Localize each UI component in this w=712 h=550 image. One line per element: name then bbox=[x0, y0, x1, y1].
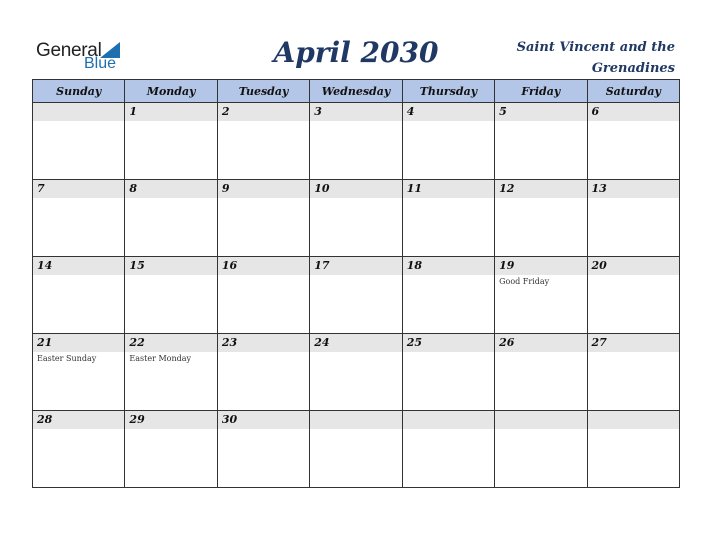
holiday-label: Good Friday bbox=[499, 277, 550, 286]
day-number: 22 bbox=[129, 336, 145, 349]
day-cell bbox=[495, 411, 587, 488]
day-number-bar bbox=[588, 334, 679, 352]
weekday-friday: Friday bbox=[495, 80, 587, 103]
week-row bbox=[33, 257, 680, 334]
day-cell bbox=[310, 103, 402, 180]
day-number: 2 bbox=[221, 105, 230, 118]
day-number-bar bbox=[495, 180, 586, 198]
day-cell bbox=[587, 180, 679, 257]
day-number-bar bbox=[218, 180, 309, 198]
day-number: 13 bbox=[591, 182, 607, 195]
day-number: 3 bbox=[314, 105, 322, 118]
day-number: 11 bbox=[406, 182, 422, 195]
day-number-bar bbox=[218, 103, 309, 121]
day-cell bbox=[33, 411, 125, 488]
day-cell bbox=[217, 334, 309, 411]
day-number-bar bbox=[125, 257, 216, 275]
day-number: 6 bbox=[591, 105, 600, 118]
day-number-bar bbox=[403, 334, 494, 352]
day-number: 28 bbox=[37, 413, 53, 426]
day-number: 4 bbox=[406, 105, 415, 118]
day-cell bbox=[495, 180, 587, 257]
weekday-saturday: Saturday bbox=[587, 80, 679, 103]
day-cell bbox=[310, 257, 402, 334]
calendar-grid bbox=[32, 79, 680, 488]
day-cell bbox=[402, 103, 494, 180]
day-number: 21 bbox=[37, 336, 53, 349]
day-number-bar bbox=[588, 103, 679, 121]
day-number: 14 bbox=[37, 259, 53, 272]
day-number: 25 bbox=[406, 336, 422, 349]
day-number-bar bbox=[403, 103, 494, 121]
day-number-bar bbox=[588, 411, 679, 429]
day-number: 20 bbox=[591, 259, 607, 272]
day-number-bar bbox=[403, 411, 494, 429]
day-number-bar bbox=[125, 411, 216, 429]
day-cell bbox=[33, 257, 125, 334]
week-row bbox=[33, 411, 680, 488]
day-number: 29 bbox=[129, 413, 145, 426]
day-number-bar bbox=[588, 180, 679, 198]
day-cell bbox=[125, 257, 217, 334]
day-cell bbox=[125, 334, 217, 411]
weekday-sunday: Sunday bbox=[33, 80, 125, 103]
day-number: 1 bbox=[129, 105, 138, 118]
day-cell bbox=[402, 334, 494, 411]
day-number: 30 bbox=[221, 413, 238, 426]
day-number-bar bbox=[310, 103, 401, 121]
day-number-bar bbox=[33, 411, 124, 429]
day-cell bbox=[587, 257, 679, 334]
day-cell bbox=[310, 411, 402, 488]
day-cell bbox=[217, 180, 309, 257]
day-number: 17 bbox=[314, 259, 330, 272]
day-cell bbox=[495, 334, 587, 411]
day-number-bar bbox=[310, 334, 401, 352]
day-cell bbox=[33, 103, 125, 180]
country-name: Saint Vincent and the Grenadines bbox=[516, 40, 675, 76]
weekday-thursday: Thursday bbox=[402, 80, 494, 103]
day-cell bbox=[587, 103, 679, 180]
day-cell bbox=[310, 334, 402, 411]
calendar-title: April 2030 bbox=[273, 36, 439, 69]
day-number-bar bbox=[33, 334, 124, 352]
weekday-header-row bbox=[33, 80, 680, 103]
day-number-bar bbox=[33, 257, 124, 275]
day-number: 9 bbox=[221, 182, 230, 195]
day-cell bbox=[402, 180, 494, 257]
holiday-label: Easter Sunday bbox=[37, 354, 97, 363]
day-number-bar bbox=[495, 334, 586, 352]
day-number: 12 bbox=[499, 182, 515, 195]
day-cell bbox=[495, 103, 587, 180]
day-cell bbox=[217, 411, 309, 488]
day-number: 27 bbox=[591, 336, 607, 349]
weekday-tuesday: Tuesday bbox=[217, 80, 309, 103]
day-number-bar bbox=[403, 257, 494, 275]
week-row bbox=[33, 334, 680, 411]
day-cell bbox=[587, 411, 679, 488]
day-number: 19 bbox=[499, 259, 515, 272]
day-cell bbox=[402, 411, 494, 488]
day-number: 23 bbox=[221, 336, 238, 349]
day-number: 16 bbox=[221, 259, 238, 272]
day-number: 26 bbox=[499, 336, 515, 349]
day-number: 8 bbox=[129, 182, 138, 195]
day-number: 5 bbox=[499, 105, 507, 118]
week-row bbox=[33, 180, 680, 257]
day-cell bbox=[495, 257, 587, 334]
day-number-bar bbox=[125, 334, 216, 352]
day-number: 7 bbox=[37, 182, 45, 195]
day-number-bar bbox=[403, 180, 494, 198]
day-number-bar bbox=[495, 411, 586, 429]
day-cell bbox=[402, 257, 494, 334]
day-number: 18 bbox=[406, 259, 422, 272]
day-number-bar bbox=[495, 103, 586, 121]
day-cell bbox=[33, 334, 125, 411]
weekday-monday: Monday bbox=[125, 80, 217, 103]
day-number-bar bbox=[218, 257, 309, 275]
day-number-bar bbox=[218, 411, 309, 429]
day-cell bbox=[125, 103, 217, 180]
day-cell bbox=[125, 180, 217, 257]
day-cell bbox=[587, 334, 679, 411]
day-number-bar bbox=[33, 180, 124, 198]
day-number: 10 bbox=[314, 182, 330, 195]
day-cell bbox=[33, 180, 125, 257]
week-row bbox=[33, 103, 680, 180]
day-number-bar bbox=[310, 180, 401, 198]
day-number-bar bbox=[125, 103, 216, 121]
day-number-bar bbox=[310, 411, 401, 429]
holiday-label: Easter Monday bbox=[129, 354, 192, 363]
day-number-bar bbox=[588, 257, 679, 275]
day-number-bar bbox=[33, 103, 124, 121]
day-cell bbox=[125, 411, 217, 488]
day-number-bar bbox=[495, 257, 586, 275]
day-cell bbox=[217, 103, 309, 180]
day-number-bar bbox=[125, 180, 216, 198]
day-number-bar bbox=[218, 334, 309, 352]
day-cell bbox=[310, 180, 402, 257]
day-number: 15 bbox=[129, 259, 145, 272]
logo-blue-text: Blue bbox=[84, 55, 117, 72]
day-cell bbox=[217, 257, 309, 334]
day-number-bar bbox=[310, 257, 401, 275]
weekday-wednesday: Wednesday bbox=[310, 80, 402, 103]
logo-general-text: General bbox=[36, 40, 102, 61]
day-number: 24 bbox=[314, 336, 330, 349]
